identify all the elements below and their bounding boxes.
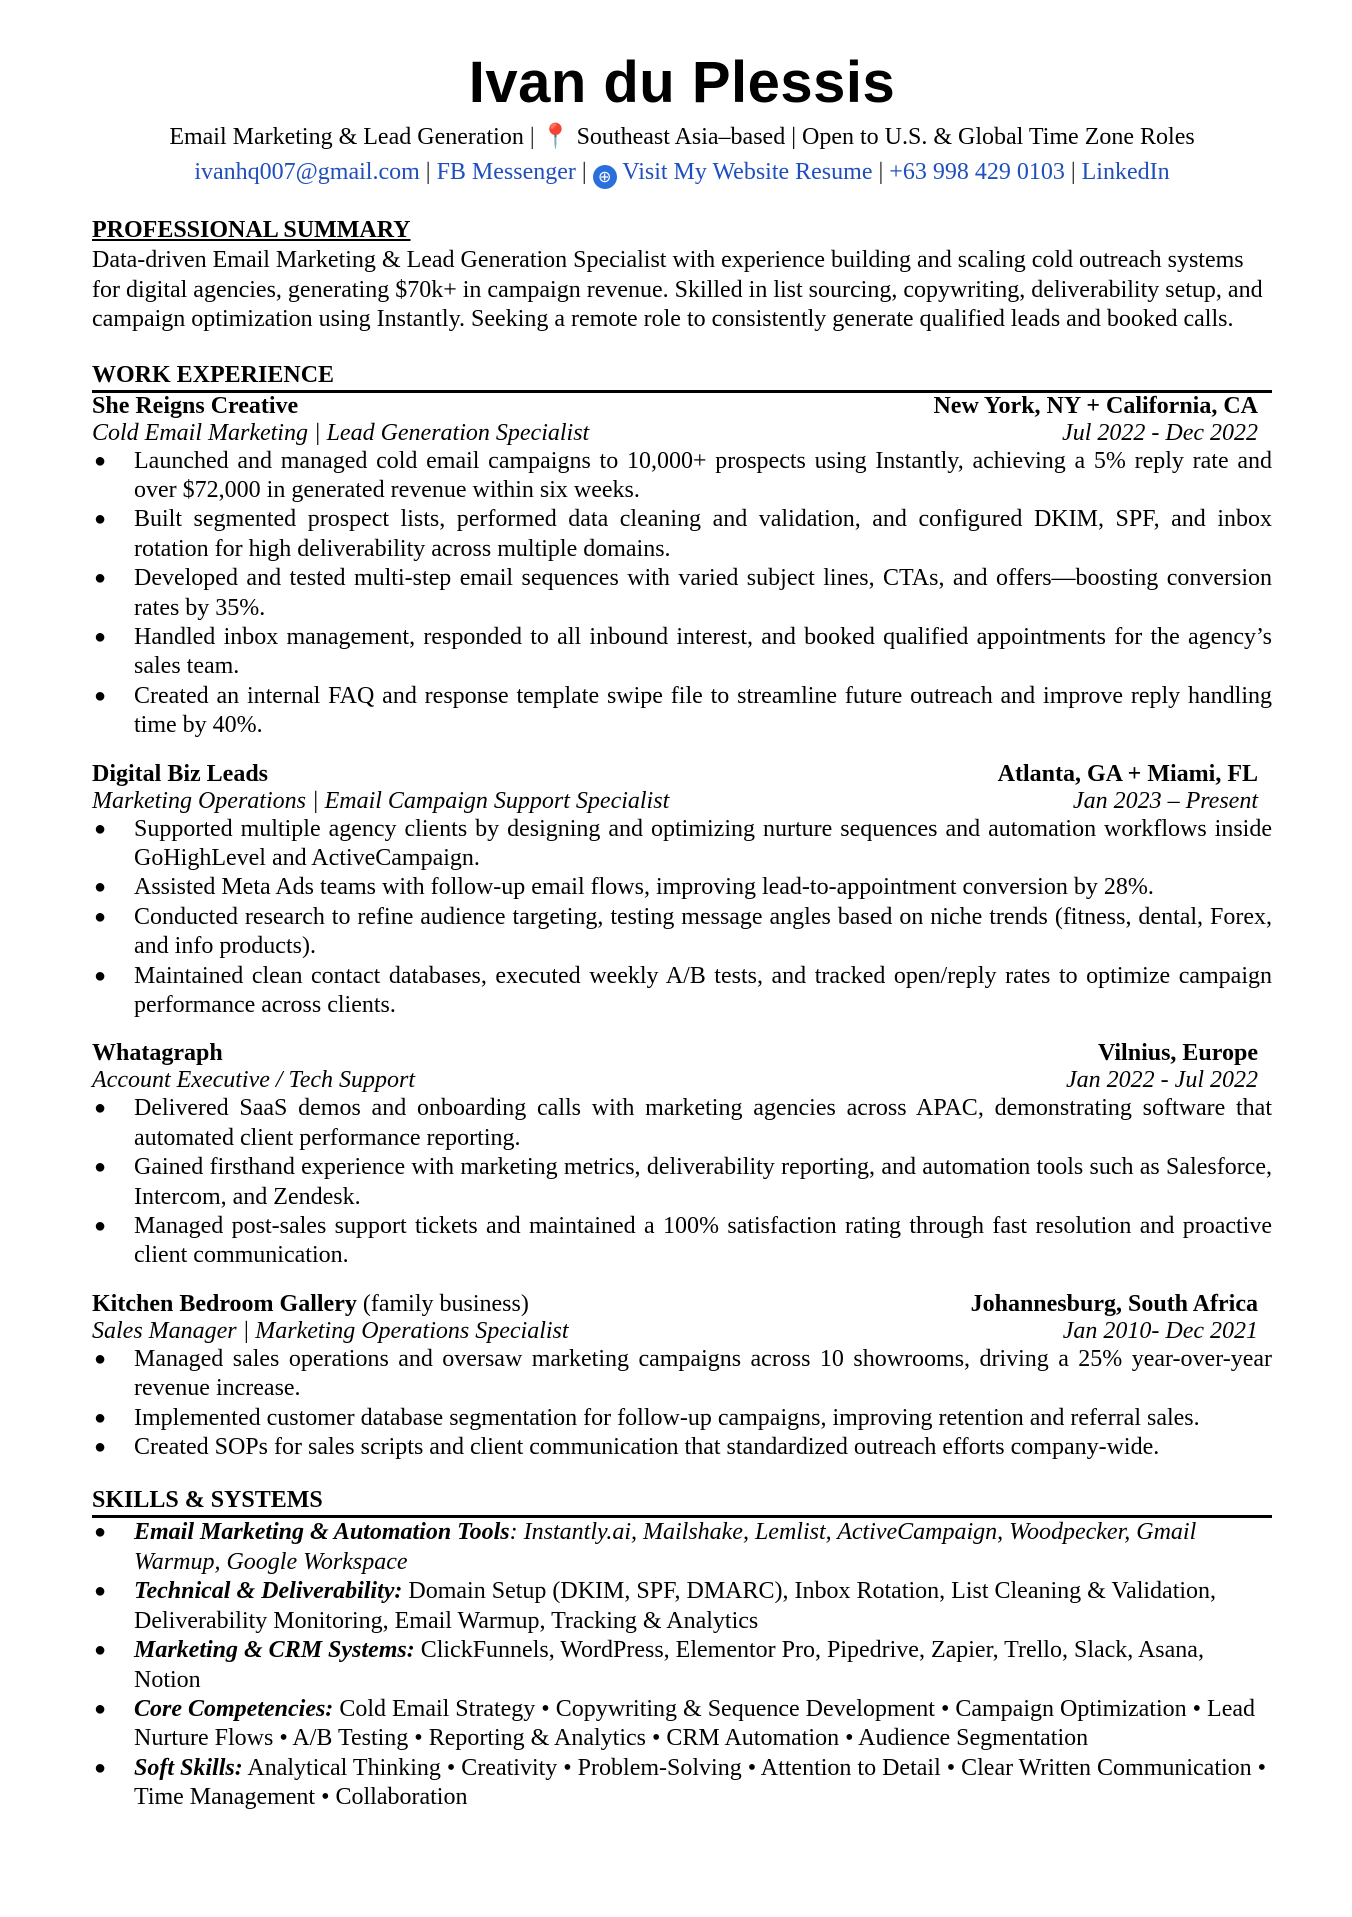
tagline-separator: |: [529, 124, 535, 150]
experience-heading: WORK EXPERIENCE: [92, 361, 1272, 393]
skill-label: Technical & Deliverability:: [134, 1578, 403, 1605]
skill-label: Core Competencies:: [134, 1695, 334, 1722]
job-dates: Jan 2010- Dec 2021: [1062, 1317, 1258, 1344]
job-company: Digital Biz Leads: [92, 760, 269, 787]
job-location: New York, NY + California, CA: [933, 392, 1258, 419]
list-item: ● Maintained clean contact databases, executed weekly A/B tests, and tracked open/reply rates to optimize campaign performance across clients.: [92, 962, 1272, 1021]
job-bullets: [92, 1094, 1272, 1270]
skill-colon: :: [509, 1519, 518, 1546]
job-role: Sales Manager | Marketing Operations Specialist: [92, 1317, 569, 1344]
job-dates: Jul 2022 - Dec 2022: [1062, 419, 1258, 446]
list-item: ● Supported multiple agency clients by designing and optimizing nurture sequences and automation workflows inside GoHighLevel and ActiveCampaign.: [92, 815, 1272, 874]
linkedin-link[interactable]: LinkedIn: [1081, 159, 1170, 185]
job-entry: [92, 761, 1272, 1021]
summary-heading-text: PROFESSIONAL SUMMARY: [92, 217, 411, 243]
contact-separator: |: [425, 159, 431, 185]
website-link[interactable]: Visit My Website Resume: [622, 159, 873, 185]
job-entry: [92, 1040, 1272, 1270]
list-item: ● Gained firsthand experience with marketing metrics, deliverability reporting, and automation tools such as Salesforce, Intercom, and Zendesk.: [92, 1153, 1272, 1212]
list-item: ● Handled inbox management, responded to all inbound interest, and booked qualified appointments for the agency’s sales team.: [92, 623, 1272, 682]
job-bullets: [92, 815, 1272, 1021]
contact-separator: |: [1070, 159, 1076, 185]
skill-item: [92, 1518, 1272, 1577]
job-company: [92, 1291, 529, 1318]
messenger-link[interactable]: FB Messenger: [436, 159, 576, 185]
job-company: She Reigns Creative: [92, 392, 299, 419]
job-dates: Jan 2022 - Jul 2022: [1066, 1067, 1258, 1094]
tagline-location: Southeast Asia–based | Open to U.S. & Global Time Zone Roles: [576, 124, 1195, 150]
list-item: ● Built segmented prospect lists, performed data cleaning and validation, and configured DKIM, SPF, and inbox rotation for high deliverability across multiple domains.: [92, 505, 1272, 564]
job-location: Vilnius, Europe: [1097, 1040, 1258, 1067]
list-item: ● Assisted Meta Ads teams with follow-up email flows, improving lead-to-appointment conversion by 28%.: [92, 873, 1272, 902]
job-role: Marketing Operations | Email Campaign Support Specialist: [92, 787, 670, 814]
job-role: Account Executive / Tech Support: [92, 1067, 416, 1094]
job-company-note: (family business): [356, 1290, 529, 1317]
job-company-name: Kitchen Bedroom Gallery: [92, 1290, 357, 1317]
job-company: Whatagraph: [92, 1040, 223, 1067]
contact-links: [92, 154, 1272, 190]
contact-separator: |: [878, 159, 884, 185]
candidate-name: Ivan du Plessis: [468, 50, 896, 115]
list-item: ● Implemented customer database segmentation for follow-up campaigns, improving retention and referral sales.: [92, 1404, 1272, 1433]
list-item: ● Managed sales operations and oversaw marketing campaigns across 10 showrooms, driving a 25% year-over-year revenue increase.: [92, 1345, 1272, 1404]
skills-heading: SKILLS & SYSTEMS: [92, 1486, 1272, 1518]
location-pin-icon: 📍: [540, 124, 571, 150]
email-link[interactable]: ivanhq007@gmail.com: [194, 159, 420, 185]
summary-heading: [92, 216, 1272, 244]
tagline-role: Email Marketing & Lead Generation: [169, 124, 524, 150]
list-item: ● Managed post-sales support tickets and maintained a 100% satisfaction rating through fast resolution and proactive client communication.: [92, 1212, 1272, 1271]
skill-text: Domain Setup (DKIM, SPF, DMARC), Inbox Rotation, List Cleaning & Validation, Deliverability Monitoring, Email Warmup, Tracking & Analytics: [134, 1578, 1217, 1634]
job-entry: [92, 393, 1272, 741]
job-bullets: [92, 447, 1272, 741]
job-bullets: [92, 1345, 1272, 1463]
job-location: Johannesburg, South Africa: [970, 1290, 1258, 1317]
skill-label: Email Marketing & Automation Tools: [134, 1519, 510, 1546]
skill-text: ClickFunnels, WordPress, Elementor Pro, Pipedrive, Zapier, Trello, Slack, Asana, Notion: [134, 1637, 1204, 1693]
list-item: ● Created SOPs for sales scripts and client communication that standardized outreach efforts company-wide.: [92, 1433, 1272, 1462]
skill-item: [92, 1754, 1272, 1813]
globe-icon: ⊕: [593, 165, 617, 189]
list-item: ● Created an internal FAQ and response template swipe file to streamline future outreach and improve reply handling time by 40%.: [92, 682, 1272, 741]
job-dates: Jan 2023 – Present: [1072, 787, 1258, 814]
list-item: ● Delivered SaaS demos and onboarding calls with marketing agencies across APAC, demonstrating software that automated client performance reporting.: [92, 1094, 1272, 1153]
phone-link[interactable]: +63 998 429 0103: [889, 159, 1065, 185]
list-item: ● Conducted research to refine audience targeting, testing message angles based on niche trends (fitness, dental, Forex, and info products).: [92, 903, 1272, 962]
skill-label: Soft Skills:: [134, 1754, 243, 1781]
skill-item: [92, 1577, 1272, 1636]
skill-text: Instantly.ai, Mailshake, Lemlist, ActiveCampaign, Woodpecker, Gmail Warmup, Google Workspace: [134, 1519, 1197, 1575]
skill-item: [92, 1636, 1272, 1695]
skill-text: Cold Email Strategy • Copywriting & Sequence Development • Campaign Optimization • Lead Nurture Flows • A/B Testing • Reporting & Analytics • CRM Automation • Audience Segmentation: [134, 1695, 1256, 1752]
tagline: [92, 120, 1272, 154]
list-item: ● Launched and managed cold email campaigns to 10,000+ prospects using Instantly, achieving a 5% reply rate and over $72,000 in generated revenue within six weeks.: [92, 447, 1272, 506]
skill-item: [92, 1695, 1272, 1754]
skills-list: [92, 1518, 1272, 1812]
job-location: Atlanta, GA + Miami, FL: [997, 760, 1258, 787]
job-entry: [92, 1291, 1272, 1463]
list-item: ● Developed and tested multi-step email sequences with varied subject lines, CTAs, and offers—boosting conversion rates by 35%.: [92, 564, 1272, 623]
job-role: Cold Email Marketing | Lead Generation Specialist: [92, 419, 590, 446]
skill-label: Marketing & CRM Systems:: [134, 1637, 415, 1664]
skill-text: Analytical Thinking • Creativity • Problem-Solving • Attention to Detail • Clear Written Communication • Time Management • Collaboration: [134, 1754, 1267, 1811]
contact-separator: |: [581, 159, 587, 185]
summary-text: Data-driven Email Marketing & Lead Generation Specialist with experience building and scaling cold outreach systems for digital agencies, generating $70k+ in campaign revenue. Skilled in list sourcing, copywriting, deliverability setup, and campaign optimization using Instantly. Seeking a remote role to consistently generate qualified leads and booked calls.: [92, 247, 1263, 332]
